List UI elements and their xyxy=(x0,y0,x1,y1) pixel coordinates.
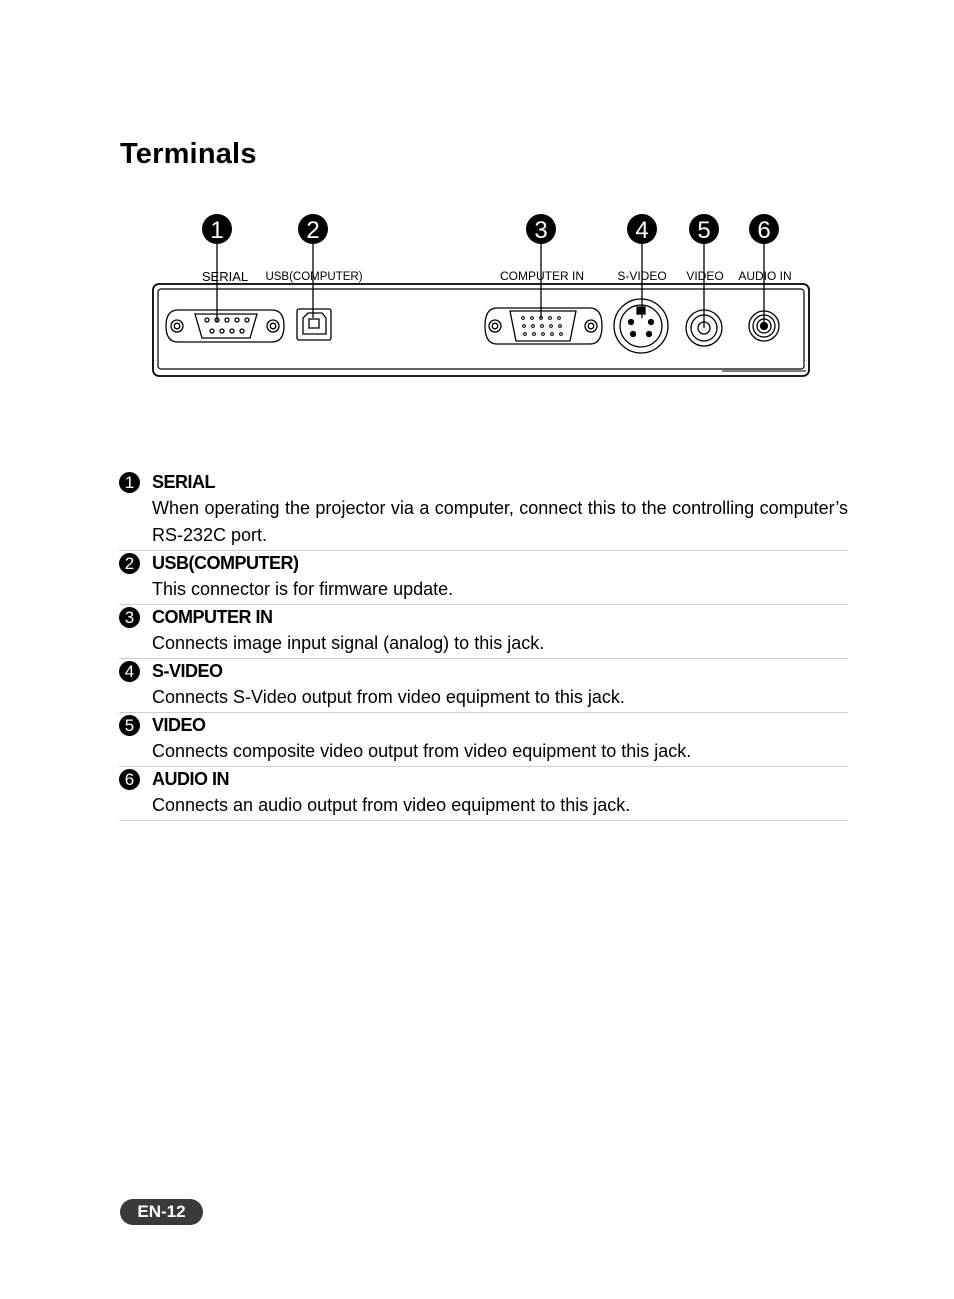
terminal-name: VIDEO xyxy=(152,715,206,735)
item-number-badge: 2 xyxy=(119,553,140,574)
port-label-s-video: S-VIDEO xyxy=(617,269,667,283)
callout-number: 4 xyxy=(635,217,649,244)
terminal-name: COMPUTER IN xyxy=(152,607,273,627)
port-label-computer-in: COMPUTER IN xyxy=(500,269,584,283)
panel-outline xyxy=(153,284,809,376)
audio-in-port-icon xyxy=(749,311,779,341)
port-label-usb: USB(COMPUTER) xyxy=(265,271,363,283)
item-number-badge: 6 xyxy=(119,769,140,790)
callout-3 xyxy=(526,214,556,244)
port-labels xyxy=(202,269,792,284)
terminal-item-computer-in xyxy=(119,605,848,659)
terminal-panel-diagram xyxy=(0,0,954,420)
terminal-name: S-VIDEO xyxy=(152,661,223,681)
terminal-name: SERIAL xyxy=(152,472,216,492)
callout-number: 5 xyxy=(697,217,711,244)
callout-number: 3 xyxy=(534,217,548,244)
callout-6 xyxy=(749,214,779,244)
terminal-item-serial xyxy=(119,470,848,551)
callout-1 xyxy=(202,214,232,244)
terminal-description: Connects composite video output from video equipment to this jack. xyxy=(152,741,692,761)
item-number-badge: 3 xyxy=(119,607,140,628)
page-title: Terminals xyxy=(120,138,257,170)
callout-number: 2 xyxy=(306,217,320,244)
terminal-item-s-video xyxy=(119,659,848,713)
terminal-description: This connector is for firmware update. xyxy=(152,579,454,599)
terminal-item-video xyxy=(119,713,848,767)
page-number-badge: EN-12 xyxy=(120,1199,203,1225)
terminal-description: Connects an audio output from video equipment to this jack. xyxy=(152,795,631,815)
callout-4 xyxy=(627,214,657,244)
callout-number: 6 xyxy=(757,217,771,244)
item-number-badge: 1 xyxy=(119,472,140,493)
terminal-description: Connects S-Video output from video equipment to this jack. xyxy=(152,687,625,707)
port-label-audio-in: AUDIO IN xyxy=(738,269,792,283)
terminal-item-usb xyxy=(119,551,848,605)
callout-number: 1 xyxy=(210,217,224,244)
callout-5 xyxy=(689,214,719,244)
item-number-badge: 5 xyxy=(119,715,140,736)
item-number-badge: 4 xyxy=(119,661,140,682)
terminal-description: Connects image input signal (analog) to this jack. xyxy=(152,633,545,653)
terminal-description: When operating the projector via a computer, connect this to the controlling computer’s RS-232C port. xyxy=(152,498,848,545)
terminal-descriptions xyxy=(119,470,848,821)
port-label-serial: SERIAL xyxy=(201,269,249,284)
terminal-name: USB(COMPUTER) xyxy=(152,553,299,573)
callout-2 xyxy=(298,214,328,244)
port-label-video: VIDEO xyxy=(686,269,724,283)
terminal-name: AUDIO IN xyxy=(152,769,229,789)
terminal-item-audio-in xyxy=(119,767,848,821)
